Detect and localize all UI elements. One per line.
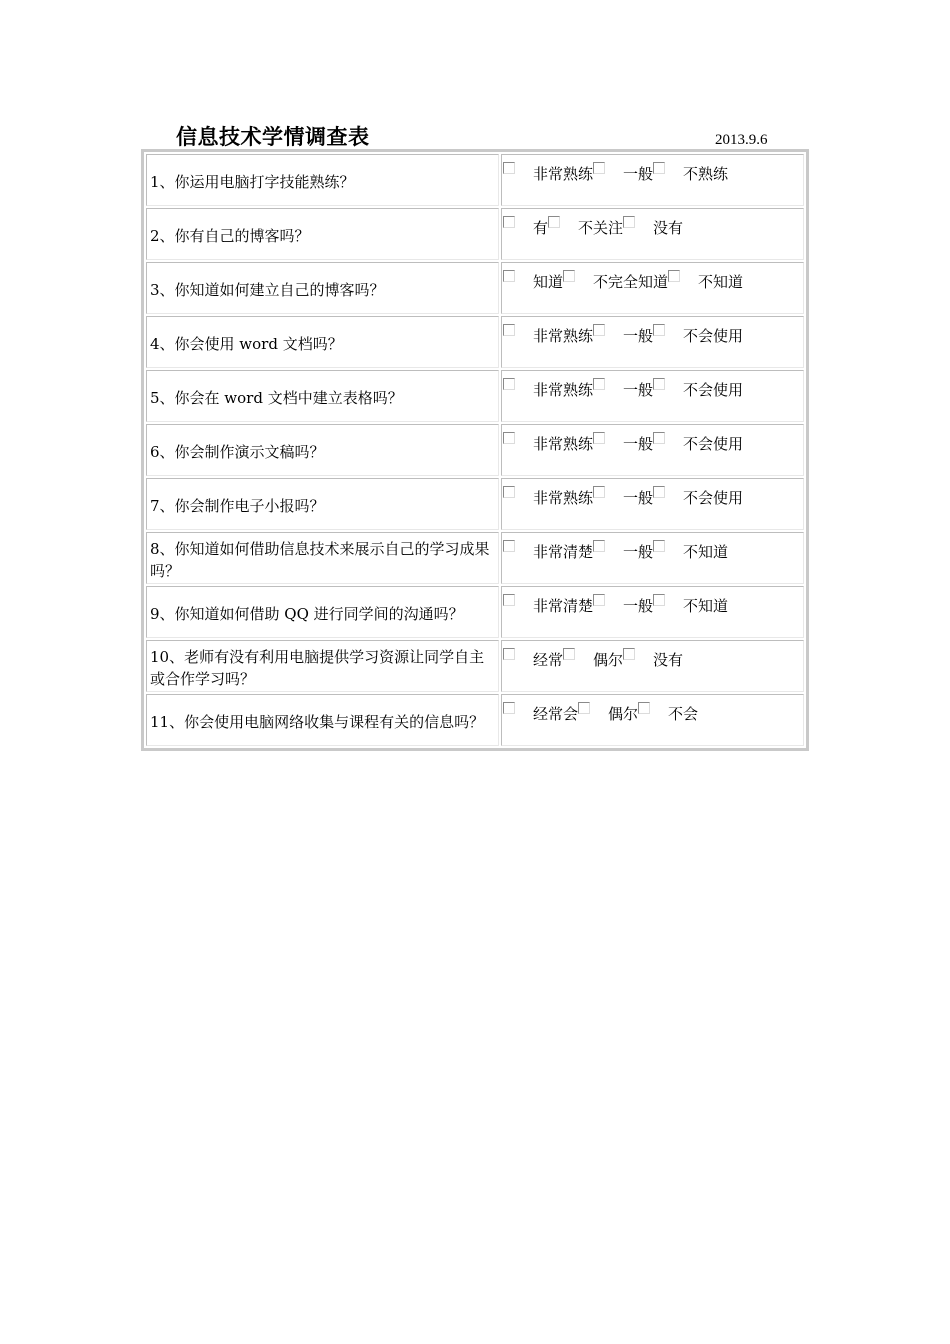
question-text: 5、你会在 word 文档中建立表格吗？: [146, 370, 499, 422]
option-checkbox[interactable]: [503, 162, 515, 174]
option-checkbox[interactable]: [593, 486, 605, 498]
option-checkbox[interactable]: [503, 594, 515, 606]
option-checkbox[interactable]: [653, 486, 665, 498]
answer-options: [501, 640, 804, 692]
option-label: 非常清楚: [533, 597, 594, 615]
answer-options: [501, 586, 804, 638]
option-checkbox[interactable]: [503, 216, 515, 228]
option-checkbox[interactable]: [653, 540, 665, 552]
option-checkbox[interactable]: [563, 270, 575, 282]
option-checkbox[interactable]: [503, 270, 515, 282]
question-row: [146, 478, 804, 530]
option-label: 没有: [653, 651, 684, 669]
option-checkbox[interactable]: [653, 324, 665, 336]
option-label: 经常会: [533, 705, 579, 723]
question-text: 10、老师有没有利用电脑提供学习资源让同学自主或合作学习吗？: [146, 640, 499, 692]
option-checkbox[interactable]: [653, 162, 665, 174]
option-label: 不完全知道: [593, 273, 669, 291]
survey-table-body: [146, 154, 804, 746]
question-text: 9、你知道如何借助 QQ 进行同学间的沟通吗？: [146, 586, 499, 638]
option-label: 不会: [668, 705, 699, 723]
option-checkbox[interactable]: [563, 648, 575, 660]
survey-date: 2013.9.6: [715, 132, 768, 148]
question-row: [146, 370, 804, 422]
option-checkbox[interactable]: [503, 378, 515, 390]
option-label: 一般: [623, 435, 654, 453]
option-label: 一般: [623, 327, 654, 345]
option-label: 不知道: [683, 543, 729, 561]
option-checkbox[interactable]: [623, 648, 635, 660]
option-checkbox[interactable]: [593, 162, 605, 174]
answer-options: [501, 532, 804, 584]
option-label: 非常熟练: [533, 165, 594, 183]
option-checkbox[interactable]: [503, 540, 515, 552]
option-label: 一般: [623, 381, 654, 399]
option-checkbox[interactable]: [503, 324, 515, 336]
option-label: 偶尔: [593, 651, 624, 669]
option-checkbox[interactable]: [503, 648, 515, 660]
option-label: 不会使用: [683, 435, 744, 453]
option-checkbox[interactable]: [503, 702, 515, 714]
option-label: 有: [533, 219, 549, 237]
option-label: 一般: [623, 489, 654, 507]
option-label: 一般: [623, 597, 654, 615]
option-label: 非常清楚: [533, 543, 594, 561]
question-text: 8、你知道如何借助信息技术来展示自己的学习成果吗？: [146, 532, 499, 584]
option-label: 非常熟练: [533, 435, 594, 453]
option-label: 非常熟练: [533, 489, 594, 507]
question-row: [146, 532, 804, 584]
option-label: 不知道: [698, 273, 744, 291]
option-checkbox[interactable]: [593, 432, 605, 444]
answer-options: [501, 694, 804, 746]
option-checkbox[interactable]: [653, 432, 665, 444]
option-checkbox[interactable]: [653, 594, 665, 606]
question-row: [146, 316, 804, 368]
option-checkbox[interactable]: [503, 432, 515, 444]
option-checkbox[interactable]: [593, 594, 605, 606]
option-label: 不会使用: [683, 489, 744, 507]
option-label: 不会使用: [683, 381, 744, 399]
page-title: 信息技术学情调查表: [176, 125, 370, 149]
answer-options: [501, 424, 804, 476]
question-text: 7、你会制作电子小报吗？: [146, 478, 499, 530]
option-checkbox[interactable]: [623, 216, 635, 228]
answer-options: [501, 208, 804, 260]
answer-options: [501, 154, 804, 206]
option-label: 非常熟练: [533, 381, 594, 399]
option-checkbox[interactable]: [593, 324, 605, 336]
option-label: 一般: [623, 543, 654, 561]
option-checkbox[interactable]: [593, 540, 605, 552]
question-row: [146, 154, 804, 206]
option-checkbox[interactable]: [593, 378, 605, 390]
answer-options: [501, 262, 804, 314]
option-label: 偶尔: [608, 705, 639, 723]
option-label: 不会使用: [683, 327, 744, 345]
answer-options: [501, 478, 804, 530]
question-row: [146, 262, 804, 314]
option-checkbox[interactable]: [653, 378, 665, 390]
option-checkbox[interactable]: [503, 486, 515, 498]
answer-options: [501, 370, 804, 422]
answer-options: [501, 316, 804, 368]
question-text: 11、你会使用电脑网络收集与课程有关的信息吗？: [146, 694, 499, 746]
option-checkbox[interactable]: [638, 702, 650, 714]
survey-table: [141, 149, 809, 751]
option-checkbox[interactable]: [548, 216, 560, 228]
question-text: 2、你有自己的博客吗？: [146, 208, 499, 260]
question-row: [146, 424, 804, 476]
option-label: 经常: [533, 651, 564, 669]
question-text: 3、你知道如何建立自己的博客吗？: [146, 262, 499, 314]
option-label: 不关注: [578, 219, 624, 237]
option-checkbox[interactable]: [668, 270, 680, 282]
option-label: 一般: [623, 165, 654, 183]
question-row: [146, 586, 804, 638]
question-row: [146, 640, 804, 692]
question-text: 1、你运用电脑打字技能熟练？: [146, 154, 499, 206]
option-label: 不知道: [683, 597, 729, 615]
option-checkbox[interactable]: [578, 702, 590, 714]
question-text: 4、你会使用 word 文档吗？: [146, 316, 499, 368]
option-label: 没有: [653, 219, 684, 237]
option-label: 不熟练: [683, 165, 729, 183]
option-label: 知道: [533, 273, 564, 291]
question-row: [146, 208, 804, 260]
question-text: 6、你会制作演示文稿吗？: [146, 424, 499, 476]
option-label: 非常熟练: [533, 327, 594, 345]
question-row: [146, 694, 804, 746]
